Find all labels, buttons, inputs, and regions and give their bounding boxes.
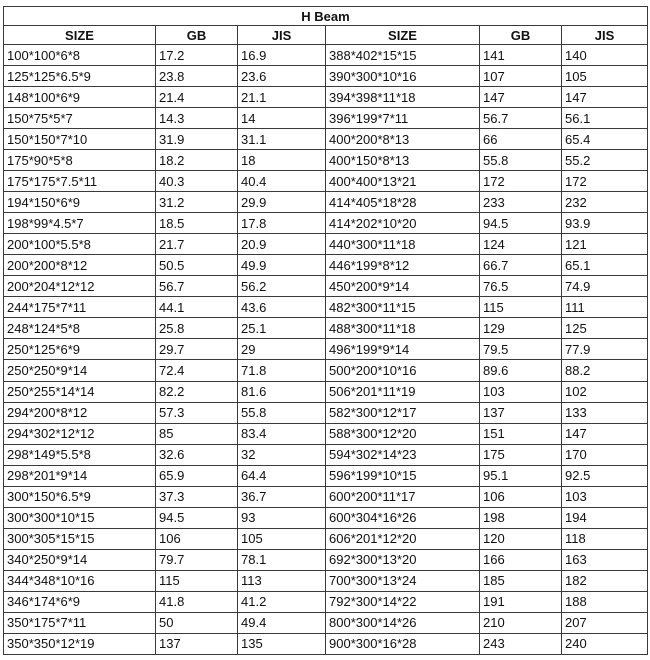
table-title: H Beam xyxy=(4,7,648,26)
table-row xyxy=(4,612,648,633)
size-right-cell: 390*300*10*16 xyxy=(326,66,480,87)
jis-left-cell: 83.4 xyxy=(238,423,326,444)
gb-left-cell: 18.2 xyxy=(156,150,238,171)
gb-left-cell: 72.4 xyxy=(156,360,238,381)
table-row xyxy=(4,507,648,528)
jis-right-cell: 125 xyxy=(562,318,648,339)
table-row xyxy=(4,45,648,66)
jis-left-cell: 20.9 xyxy=(238,234,326,255)
gb-left-cell: 31.9 xyxy=(156,129,238,150)
jis-right-cell: 172 xyxy=(562,171,648,192)
size-left-cell: 175*175*7.5*11 xyxy=(4,171,156,192)
size-right-cell: 450*200*9*14 xyxy=(326,276,480,297)
header-row xyxy=(4,26,648,45)
size-left-cell: 100*100*6*8 xyxy=(4,45,156,66)
jis-right-cell: 194 xyxy=(562,507,648,528)
gb-left-cell: 106 xyxy=(156,528,238,549)
table-row xyxy=(4,297,648,318)
size-right-cell: 496*199*9*14 xyxy=(326,339,480,360)
gb-right-cell: 175 xyxy=(480,444,562,465)
gb-left-cell: 44.1 xyxy=(156,297,238,318)
table-row xyxy=(4,360,648,381)
table-row xyxy=(4,528,648,549)
size-left-cell: 200*204*12*12 xyxy=(4,276,156,297)
jis-right-cell: 56.1 xyxy=(562,108,648,129)
gb-right-cell: 95.1 xyxy=(480,465,562,486)
jis-right-cell: 133 xyxy=(562,402,648,423)
gb-right-cell: 185 xyxy=(480,570,562,591)
table-row xyxy=(4,66,648,87)
gb-left-cell: 40.3 xyxy=(156,171,238,192)
jis-right-cell: 88.2 xyxy=(562,360,648,381)
size-left-cell: 300*150*6.5*9 xyxy=(4,486,156,507)
gb-left-cell: 50 xyxy=(156,612,238,633)
size-right-cell: 414*202*10*20 xyxy=(326,213,480,234)
gb-left-cell: 17.2 xyxy=(156,45,238,66)
size-left-cell: 298*149*5.5*8 xyxy=(4,444,156,465)
gb-left-cell: 29.7 xyxy=(156,339,238,360)
size-right-cell: 792*300*14*22 xyxy=(326,591,480,612)
jis-right-cell: 240 xyxy=(562,633,648,654)
gb-left-cell: 85 xyxy=(156,423,238,444)
gb-right-cell: 66 xyxy=(480,129,562,150)
jis-left-cell: 29 xyxy=(238,339,326,360)
jis-right-cell: 74.9 xyxy=(562,276,648,297)
gb-right-cell: 89.6 xyxy=(480,360,562,381)
size-right-cell: 900*300*16*28 xyxy=(326,633,480,654)
table-row xyxy=(4,486,648,507)
jis-left-cell: 56.2 xyxy=(238,276,326,297)
size-right-cell: 440*300*11*18 xyxy=(326,234,480,255)
jis-left-cell: 105 xyxy=(238,528,326,549)
jis-left-cell: 43.6 xyxy=(238,297,326,318)
jis-left-cell: 25.1 xyxy=(238,318,326,339)
size-right-cell: 400*200*8*13 xyxy=(326,129,480,150)
gb-left-cell: 23.8 xyxy=(156,66,238,87)
header-size-right: SIZE xyxy=(326,26,480,45)
table-row xyxy=(4,549,648,570)
size-right-cell: 600*304*16*26 xyxy=(326,507,480,528)
jis-left-cell: 29.9 xyxy=(238,192,326,213)
jis-right-cell: 105 xyxy=(562,66,648,87)
table-row xyxy=(4,381,648,402)
gb-right-cell: 76.5 xyxy=(480,276,562,297)
table-row xyxy=(4,444,648,465)
table-row xyxy=(4,423,648,444)
table-row xyxy=(4,465,648,486)
size-right-cell: 606*201*12*20 xyxy=(326,528,480,549)
jis-left-cell: 23.6 xyxy=(238,66,326,87)
size-left-cell: 250*255*14*14 xyxy=(4,381,156,402)
jis-right-cell: 207 xyxy=(562,612,648,633)
gb-right-cell: 166 xyxy=(480,549,562,570)
table-row xyxy=(4,318,648,339)
size-left-cell: 150*75*5*7 xyxy=(4,108,156,129)
jis-right-cell: 93.9 xyxy=(562,213,648,234)
jis-right-cell: 182 xyxy=(562,570,648,591)
size-left-cell: 248*124*5*8 xyxy=(4,318,156,339)
jis-left-cell: 71.8 xyxy=(238,360,326,381)
size-right-cell: 500*200*10*16 xyxy=(326,360,480,381)
jis-right-cell: 147 xyxy=(562,87,648,108)
jis-right-cell: 170 xyxy=(562,444,648,465)
gb-right-cell: 106 xyxy=(480,486,562,507)
gb-right-cell: 103 xyxy=(480,381,562,402)
table-row xyxy=(4,339,648,360)
gb-right-cell: 147 xyxy=(480,87,562,108)
jis-right-cell: 92.5 xyxy=(562,465,648,486)
gb-left-cell: 65.9 xyxy=(156,465,238,486)
size-right-cell: 692*300*13*20 xyxy=(326,549,480,570)
size-right-cell: 596*199*10*15 xyxy=(326,465,480,486)
size-right-cell: 506*201*11*19 xyxy=(326,381,480,402)
size-right-cell: 400*400*13*21 xyxy=(326,171,480,192)
jis-right-cell: 102 xyxy=(562,381,648,402)
gb-left-cell: 32.6 xyxy=(156,444,238,465)
size-right-cell: 400*150*8*13 xyxy=(326,150,480,171)
jis-right-cell: 118 xyxy=(562,528,648,549)
gb-left-cell: 31.2 xyxy=(156,192,238,213)
jis-right-cell: 140 xyxy=(562,45,648,66)
jis-left-cell: 16.9 xyxy=(238,45,326,66)
gb-left-cell: 41.8 xyxy=(156,591,238,612)
size-left-cell: 194*150*6*9 xyxy=(4,192,156,213)
gb-right-cell: 141 xyxy=(480,45,562,66)
jis-left-cell: 49.9 xyxy=(238,255,326,276)
size-right-cell: 582*300*12*17 xyxy=(326,402,480,423)
jis-right-cell: 232 xyxy=(562,192,648,213)
size-left-cell: 350*350*12*19 xyxy=(4,633,156,654)
header-size-left: SIZE xyxy=(4,26,156,45)
table-row xyxy=(4,276,648,297)
table-row xyxy=(4,591,648,612)
gb-left-cell: 57.3 xyxy=(156,402,238,423)
size-left-cell: 300*305*15*15 xyxy=(4,528,156,549)
gb-left-cell: 79.7 xyxy=(156,549,238,570)
jis-left-cell: 32 xyxy=(238,444,326,465)
size-left-cell: 148*100*6*9 xyxy=(4,87,156,108)
jis-right-cell: 147 xyxy=(562,423,648,444)
size-left-cell: 340*250*9*14 xyxy=(4,549,156,570)
size-right-cell: 396*199*7*11 xyxy=(326,108,480,129)
gb-right-cell: 94.5 xyxy=(480,213,562,234)
jis-left-cell: 40.4 xyxy=(238,171,326,192)
table-row xyxy=(4,108,648,129)
table-row xyxy=(4,87,648,108)
jis-left-cell: 78.1 xyxy=(238,549,326,570)
gb-left-cell: 94.5 xyxy=(156,507,238,528)
table-body xyxy=(4,45,648,655)
jis-right-cell: 103 xyxy=(562,486,648,507)
size-right-cell: 588*300*12*20 xyxy=(326,423,480,444)
gb-right-cell: 66.7 xyxy=(480,255,562,276)
table-row xyxy=(4,402,648,423)
header-gb-left: GB xyxy=(156,26,238,45)
table-row xyxy=(4,633,648,654)
size-left-cell: 175*90*5*8 xyxy=(4,150,156,171)
gb-right-cell: 198 xyxy=(480,507,562,528)
size-left-cell: 294*302*12*12 xyxy=(4,423,156,444)
size-right-cell: 800*300*14*26 xyxy=(326,612,480,633)
gb-right-cell: 56.7 xyxy=(480,108,562,129)
jis-right-cell: 77.9 xyxy=(562,339,648,360)
jis-left-cell: 93 xyxy=(238,507,326,528)
gb-right-cell: 233 xyxy=(480,192,562,213)
size-left-cell: 250*250*9*14 xyxy=(4,360,156,381)
size-right-cell: 388*402*15*15 xyxy=(326,45,480,66)
size-left-cell: 344*348*10*16 xyxy=(4,570,156,591)
gb-left-cell: 18.5 xyxy=(156,213,238,234)
gb-right-cell: 79.5 xyxy=(480,339,562,360)
jis-right-cell: 65.1 xyxy=(562,255,648,276)
gb-left-cell: 37.3 xyxy=(156,486,238,507)
size-right-cell: 488*300*11*18 xyxy=(326,318,480,339)
size-left-cell: 198*99*4.5*7 xyxy=(4,213,156,234)
size-left-cell: 250*125*6*9 xyxy=(4,339,156,360)
table-row xyxy=(4,192,648,213)
jis-left-cell: 18 xyxy=(238,150,326,171)
jis-left-cell: 113 xyxy=(238,570,326,591)
gb-left-cell: 115 xyxy=(156,570,238,591)
jis-right-cell: 55.2 xyxy=(562,150,648,171)
table-row xyxy=(4,150,648,171)
h-beam-table xyxy=(3,6,648,655)
header-jis-left: JIS xyxy=(238,26,326,45)
gb-right-cell: 243 xyxy=(480,633,562,654)
gb-right-cell: 129 xyxy=(480,318,562,339)
size-left-cell: 300*300*10*15 xyxy=(4,507,156,528)
table-row xyxy=(4,255,648,276)
title-row xyxy=(4,7,648,26)
gb-right-cell: 115 xyxy=(480,297,562,318)
size-left-cell: 125*125*6.5*9 xyxy=(4,66,156,87)
size-right-cell: 594*302*14*23 xyxy=(326,444,480,465)
gb-left-cell: 50.5 xyxy=(156,255,238,276)
jis-left-cell: 17.8 xyxy=(238,213,326,234)
table-row xyxy=(4,171,648,192)
table-row xyxy=(4,234,648,255)
size-left-cell: 350*175*7*11 xyxy=(4,612,156,633)
size-left-cell: 298*201*9*14 xyxy=(4,465,156,486)
jis-right-cell: 163 xyxy=(562,549,648,570)
size-right-cell: 482*300*11*15 xyxy=(326,297,480,318)
size-right-cell: 414*405*18*28 xyxy=(326,192,480,213)
jis-left-cell: 49.4 xyxy=(238,612,326,633)
size-left-cell: 150*150*7*10 xyxy=(4,129,156,150)
gb-left-cell: 82.2 xyxy=(156,381,238,402)
jis-left-cell: 14 xyxy=(238,108,326,129)
size-left-cell: 346*174*6*9 xyxy=(4,591,156,612)
size-left-cell: 200*100*5.5*8 xyxy=(4,234,156,255)
jis-right-cell: 111 xyxy=(562,297,648,318)
size-left-cell: 294*200*8*12 xyxy=(4,402,156,423)
jis-left-cell: 41.2 xyxy=(238,591,326,612)
table-row xyxy=(4,213,648,234)
jis-left-cell: 135 xyxy=(238,633,326,654)
gb-right-cell: 137 xyxy=(480,402,562,423)
gb-right-cell: 210 xyxy=(480,612,562,633)
gb-right-cell: 172 xyxy=(480,171,562,192)
size-right-cell: 394*398*11*18 xyxy=(326,87,480,108)
gb-left-cell: 56.7 xyxy=(156,276,238,297)
gb-right-cell: 107 xyxy=(480,66,562,87)
size-left-cell: 200*200*8*12 xyxy=(4,255,156,276)
header-gb-right: GB xyxy=(480,26,562,45)
jis-right-cell: 65.4 xyxy=(562,129,648,150)
size-right-cell: 600*200*11*17 xyxy=(326,486,480,507)
gb-left-cell: 21.4 xyxy=(156,87,238,108)
jis-left-cell: 55.8 xyxy=(238,402,326,423)
jis-right-cell: 121 xyxy=(562,234,648,255)
gb-right-cell: 151 xyxy=(480,423,562,444)
gb-left-cell: 137 xyxy=(156,633,238,654)
table-row xyxy=(4,129,648,150)
gb-right-cell: 124 xyxy=(480,234,562,255)
jis-left-cell: 21.1 xyxy=(238,87,326,108)
gb-left-cell: 14.3 xyxy=(156,108,238,129)
table-row xyxy=(4,570,648,591)
gb-right-cell: 120 xyxy=(480,528,562,549)
size-left-cell: 244*175*7*11 xyxy=(4,297,156,318)
gb-right-cell: 191 xyxy=(480,591,562,612)
jis-left-cell: 81.6 xyxy=(238,381,326,402)
gb-left-cell: 21.7 xyxy=(156,234,238,255)
gb-left-cell: 25.8 xyxy=(156,318,238,339)
size-right-cell: 700*300*13*24 xyxy=(326,570,480,591)
jis-left-cell: 64.4 xyxy=(238,465,326,486)
jis-right-cell: 188 xyxy=(562,591,648,612)
jis-left-cell: 31.1 xyxy=(238,129,326,150)
size-right-cell: 446*199*8*12 xyxy=(326,255,480,276)
jis-left-cell: 36.7 xyxy=(238,486,326,507)
header-jis-right: JIS xyxy=(562,26,648,45)
gb-right-cell: 55.8 xyxy=(480,150,562,171)
